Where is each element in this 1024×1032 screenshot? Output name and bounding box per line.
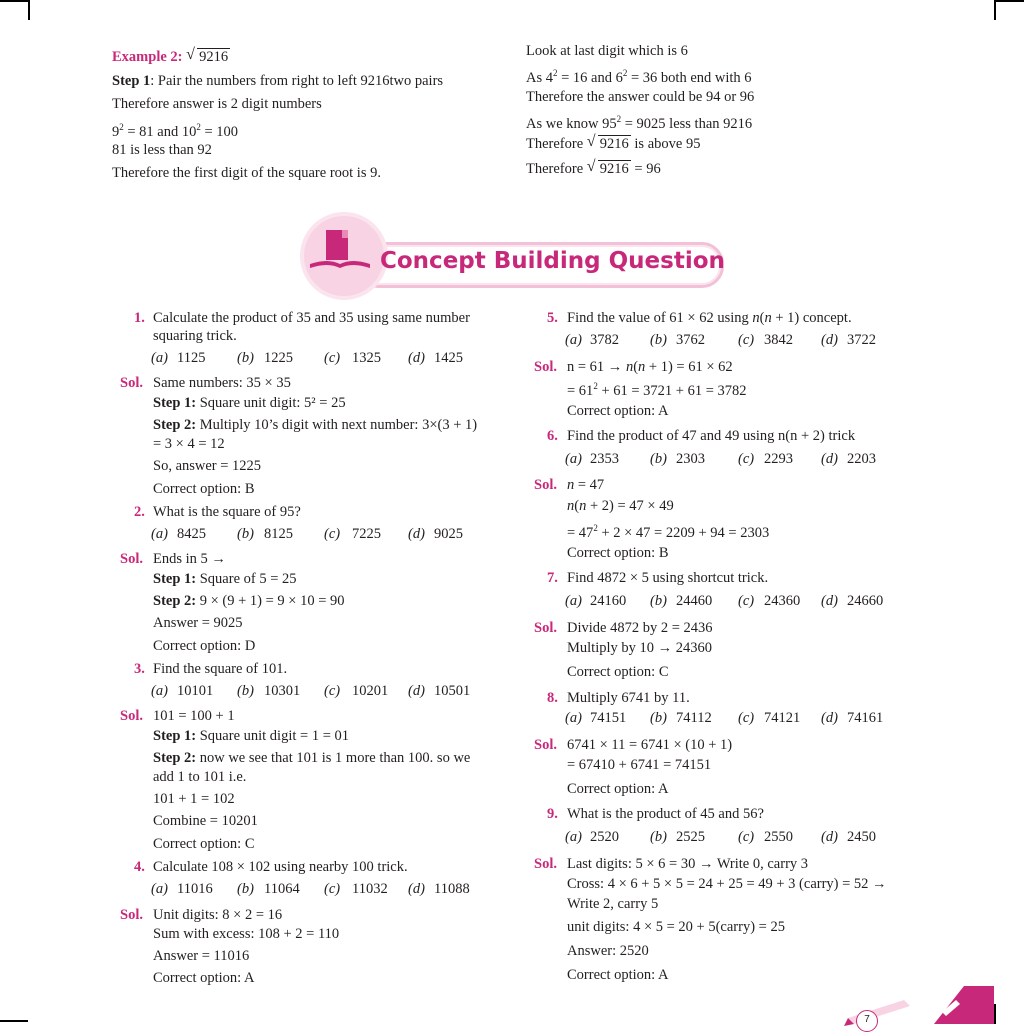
question-text: What is the product of 45 and 56? xyxy=(567,806,764,822)
example-line: 81 is less than 92 xyxy=(112,142,212,158)
solution-line: Step 2: Multiply 10’s digit with next number: 3×(3 + 1) xyxy=(153,417,478,433)
example-line: Therefore √ 9216 is above 95 xyxy=(526,135,700,153)
book-icon xyxy=(300,212,380,292)
solution-line: 101 = 100 + 1 xyxy=(153,708,235,724)
page-number: 7 xyxy=(864,1014,870,1025)
solution-label: Sol. xyxy=(120,907,143,923)
solution-line: Divide 4872 by 2 = 2436 xyxy=(567,620,713,636)
example-heading xyxy=(112,48,230,66)
solution-label: Sol. xyxy=(534,737,557,753)
question-text: Find the value of 61 × 62 using n(n + 1) concept. xyxy=(567,310,852,326)
solution-line: Same numbers: 35 × 35 xyxy=(153,375,291,391)
example-line: As $4^2 = 16$ and $6^2 = 36$ both end with 6 xyxy=(526,68,752,86)
solution-line: = 3 × 4 = 12 xyxy=(153,436,225,452)
solution-line: Write 2, carry 5 xyxy=(567,896,659,912)
question-number: 6. xyxy=(547,428,558,444)
example-line: Therefore the first digit of the square root is 9. xyxy=(112,165,381,181)
solution-line: Cross: 4 × 6 + 5 × 5 = 24 + 25 = 49 + 3 (carry) = 52 → xyxy=(567,876,887,892)
crop-mark xyxy=(0,0,28,2)
crop-mark xyxy=(994,0,996,20)
example-step1 xyxy=(112,72,443,90)
question-text: Find the square of 101. xyxy=(153,661,288,677)
correct-option: Correct option: C xyxy=(153,836,255,852)
example-line: Therefore the answer could be 94 or 96 xyxy=(526,89,755,105)
example-line: $9^2 = 81$ and $10^2 = 100$ xyxy=(112,122,239,140)
example-line: As we know $95^2 = 9025$ less than 9216 xyxy=(526,114,753,132)
banner-circle xyxy=(300,212,388,300)
question-text: Find 4872 × 5 using shortcut trick. xyxy=(567,570,769,586)
question-text: squaring trick. xyxy=(153,328,237,344)
solution-line: add 1 to 101 i.e. xyxy=(153,769,247,785)
question-text: Multiply 6741 by 11. xyxy=(567,690,690,706)
solution-line: Step 2: 9 × (9 + 1) = 9 × 10 = 90 xyxy=(153,593,345,609)
crop-mark xyxy=(28,0,30,20)
solution-label: Sol. xyxy=(120,708,143,724)
sqrt-expression: √ 9216 xyxy=(587,160,631,178)
solution-line: n(n + 2) = 47 × 49 xyxy=(567,498,674,514)
solution-line: Step 1: Square unit digit: 5² = 25 xyxy=(153,395,346,411)
crop-mark xyxy=(994,1004,996,1024)
question-number: 9. xyxy=(547,806,558,822)
solution-label: Sol. xyxy=(534,359,557,375)
correct-option: Correct option: A xyxy=(567,403,669,419)
solution-line: n = 47 xyxy=(567,477,605,493)
question-number: 1. xyxy=(134,310,145,326)
question-1 xyxy=(134,309,145,327)
solution-line: Sum with excess: 108 + 2 = 110 xyxy=(153,926,340,942)
solution-line: Ends in 5 → xyxy=(153,551,226,567)
step-text: : Pair the numbers from right to left 9216two pairs xyxy=(150,73,444,89)
solution-line: = $47^2 + 2 \times 47 = 2209 + 94 = 2303$ xyxy=(567,523,770,541)
sqrt-expression: √ 9216 xyxy=(186,48,230,66)
example-line: Therefore √ 9216 = 96 xyxy=(526,160,661,178)
solution-label: Sol. xyxy=(534,856,557,872)
question-number: 8. xyxy=(547,690,558,706)
solution-line: So, answer = 1225 xyxy=(153,458,262,474)
solution-label: Sol. xyxy=(120,375,143,391)
solution-label: Sol. xyxy=(534,620,557,636)
crop-mark xyxy=(996,0,1024,2)
crop-mark xyxy=(0,1020,28,1022)
solution-line: Combine = 10201 xyxy=(153,813,258,829)
solution-line: Multiply by 10 → 24360 xyxy=(567,640,713,656)
solution-line: 6741 × 11 = 6741 × (10 + 1) xyxy=(567,737,733,753)
question-text: Calculate the product of 35 and 35 using same number xyxy=(153,310,470,326)
solution-line: Answer = 11016 xyxy=(153,948,250,964)
solution-line: unit digits: 4 × 5 = 20 + 5(carry) = 25 xyxy=(567,919,785,935)
example-label: Example 2: xyxy=(112,49,183,65)
corner-decoration-icon xyxy=(934,986,994,1026)
example-line: Therefore answer is 2 digit numbers xyxy=(112,96,322,112)
correct-option: Correct option: A xyxy=(567,967,669,983)
question-number: 5. xyxy=(547,310,558,326)
correct-option: Correct option: A xyxy=(567,781,669,797)
question-number: 3. xyxy=(134,661,145,677)
solution-line: Answer = 9025 xyxy=(153,615,243,631)
solution-line: = 67410 + 6741 = 74151 xyxy=(567,757,712,773)
solution-line: Last digits: 5 × 6 = 30 → Write 0, carry 3 xyxy=(567,856,809,872)
correct-option: Correct option: A xyxy=(153,970,255,986)
pencil-icon xyxy=(844,996,914,1026)
banner-title: Concept Building Question xyxy=(380,248,725,274)
solution-line: n = 61 → n(n + 1) = 61 × 62 xyxy=(567,359,733,375)
question-number: 4. xyxy=(134,859,145,875)
solution-line: = $61^2 + 61 = 3721 + 61 = 3782$ xyxy=(567,381,747,399)
correct-option: Correct option: B xyxy=(153,481,255,497)
solution-line: Step 2: now we see that 101 is 1 more than 100. so we xyxy=(153,750,471,766)
solution-line: Answer: 2520 xyxy=(567,943,649,959)
solution-line: Unit digits: 8 × 2 = 16 xyxy=(153,907,283,923)
solution-line: 101 + 1 = 102 xyxy=(153,791,235,807)
page-number-circle xyxy=(856,1010,878,1032)
solution-line: Step 1: Square unit digit = 1 = 01 xyxy=(153,728,349,744)
question-number: 2. xyxy=(134,504,145,520)
correct-option: Correct option: D xyxy=(153,638,256,654)
question-text: What is the square of 95? xyxy=(153,504,301,520)
question-text: Calculate 108 × 102 using nearby 100 trick. xyxy=(153,859,408,875)
sqrt-expression: √ 9216 xyxy=(587,135,631,153)
correct-option: Correct option: B xyxy=(567,545,669,561)
question-text: Find the product of 47 and 49 using n(n + 2) trick xyxy=(567,428,856,444)
question-number: 7. xyxy=(547,570,558,586)
example-line: Look at last digit which is 6 xyxy=(526,43,688,59)
solution-label: Sol. xyxy=(120,551,143,567)
section-banner xyxy=(300,212,724,296)
step-label: Step 1 xyxy=(112,73,151,89)
solution-label: Sol. xyxy=(534,477,557,493)
solution-line: Step 1: Square of 5 = 25 xyxy=(153,571,297,587)
correct-option: Correct option: C xyxy=(567,664,669,680)
